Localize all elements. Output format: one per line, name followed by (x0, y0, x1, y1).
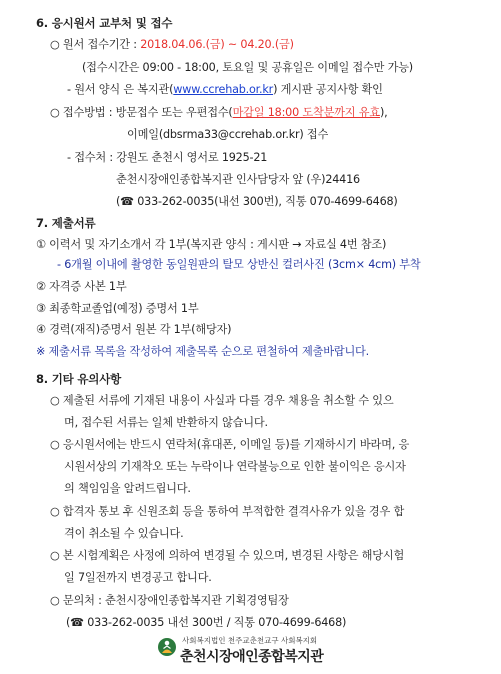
section-7-heading: 7. 제출서류 (36, 216, 96, 230)
application-period-value: 2018.04.06.(금) ~ 04.20.(금) (140, 38, 294, 51)
website-link[interactable]: www.ccrehab.or.kr (173, 83, 274, 96)
document-item-4: ④ 경력(재직)증명서 원본 각 1부(해당자) (36, 323, 232, 336)
notice-2-line-2: 시원서상의 기재착오 또는 누락이나 연락불능으로 인한 불이익은 응시자 (64, 460, 406, 473)
section-8-heading: 8. 기타 유의사항 (36, 372, 122, 386)
document-item-3: ③ 최종학교졸업(예정) 증명서 1부 (36, 302, 199, 315)
footer-facility-name: 춘천시장애인종합복지관 (180, 649, 324, 665)
form-info (67, 83, 383, 97)
submission-deadline: 마감일 18:00 도착분까지 유효 (232, 106, 380, 119)
reception-department: 춘천시장애인종합복지관 인사담당자 앞 (우)24416 (116, 173, 360, 186)
submission-email: 이메일(dbsrma33@ccrehab.or.kr) 접수 (127, 128, 329, 141)
reception-hours-note: (접수시간은 09:00 - 18:00, 토요일 및 공휴일은 이메일 접수만 가능) (82, 61, 413, 74)
notice-2-line-1: ○ 응시원서에는 반드시 연락처(휴대폰, 이메일 등)를 기재하시기 바라며, 응 (50, 438, 410, 451)
form-info-prefix: - 원서 양식 은 복지관( (67, 83, 174, 96)
contact-line-2: (☎ 033-262-0035 내선 300번 / 직통 070-4699-6468) (66, 616, 347, 629)
facility-logo-icon (157, 637, 177, 657)
notice-4-line-1: ○ 본 시험계획은 사정에 의하여 변경될 수 있으며, 변경된 사항은 해당시험 (50, 549, 405, 562)
submission-method-suffix: ), (379, 106, 388, 119)
application-period (50, 38, 294, 52)
notice-2-line-3: 의 책임임을 알려드립니다. (64, 482, 191, 495)
application-period-label: ○ 원서 접수기간 : (50, 38, 141, 51)
notice-1-line-2: 며, 접수된 서류는 일체 반환하지 않습니다. (64, 416, 268, 429)
notice-3-line-1: ○ 합격자 통보 후 신원조회 등을 통하여 부적합한 결격사유가 있을 경우 합 (50, 505, 405, 518)
notice-1-line-1: ○ 제출된 서류에 기재된 내용이 사실과 다를 경우 채용을 취소할 수 있으 (50, 394, 394, 407)
document-item-1-photo-note: - 6개월 이내에 촬영한 동일원판의 탈모 상반신 컬러사진 (3cm× 4cm) 부착 (57, 258, 421, 271)
reception-place: - 접수처 : 강원도 춘천시 영서로 1925-21 (67, 151, 268, 164)
submission-method-prefix: ○ 접수방법 : 방문접수 또는 우편접수( (50, 106, 233, 119)
form-info-suffix: ) 게시판 공지사항 확인 (273, 83, 383, 96)
documents-note: ※ 제출서류 목록을 작성하여 제출목록 순으로 편철하여 제출바랍니다. (36, 345, 370, 358)
document-item-2: ② 자격증 사본 1부 (36, 280, 127, 293)
notice-4-line-2: 일 7일전까지 변경공고 합니다. (64, 571, 212, 584)
footer-parent-org: 사회복지법인 천주교춘천교구 사회복지회 (182, 636, 318, 645)
notice-3-line-2: 격이 취소될 수 있습니다. (64, 527, 184, 540)
document-item-1: ① 이력서 및 자기소개서 각 1부(복지관 양식 : 게시판 → 자료실 4번 참조) (36, 238, 387, 251)
submission-method (50, 106, 388, 120)
contact-line-1: ○ 문의처 : 춘천시장애인종합복지관 기획경영팀장 (50, 594, 289, 607)
section-6-heading: 6. 응시원서 교부처 및 접수 (36, 16, 173, 30)
reception-phone: (☎ 033-262-0035(내선 300번), 직통 070-4699-6468) (116, 195, 398, 208)
